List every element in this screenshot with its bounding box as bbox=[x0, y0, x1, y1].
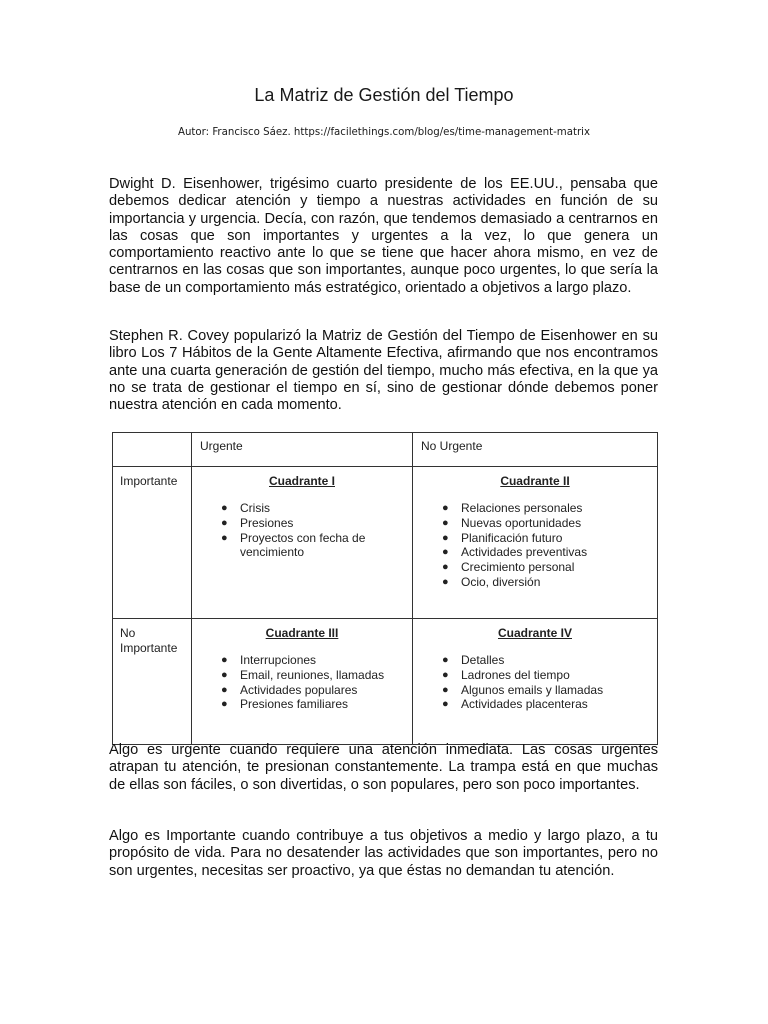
bullet-icon: ● bbox=[221, 516, 228, 529]
quadrant-title: Cuadrante II bbox=[500, 474, 570, 488]
quadrant-item bbox=[442, 682, 657, 698]
quadrant-item-label: Presiones familiares bbox=[240, 697, 349, 712]
paragraph-eisenhower: Dwight D. Eisenhower, trigésimo cuarto presidente de los EE.UU., pensaba que debemos dedicar atención y tiempo a nuestras actividades en función de su importancia y urgencia. Decía, con razón, que tendemos demasiado a centrarnos en las cosas que son importantes y urgentes a la vez, lo que genera un comportamiento reactivo ante lo que se tiene que hacer ahora mismo, en vez de centrarnos en las cosas que son importantes, aunque poco urgentes, lo que sería la base de un comportamiento más estratégico, orientado a objetivos a largo plazo. bbox=[109, 176, 658, 296]
quadrant-item bbox=[221, 667, 412, 683]
quadrant-item bbox=[442, 574, 657, 590]
quadrant-item bbox=[221, 682, 412, 698]
quadrant-list bbox=[192, 653, 412, 712]
bullet-icon: ● bbox=[442, 546, 449, 559]
matrix-header-row bbox=[113, 433, 658, 467]
row-label-no-importante: No Importante bbox=[113, 619, 192, 745]
document-title: La Matriz de Gestión del Tiempo bbox=[254, 85, 514, 105]
quadrant-item-label: Actividades preventivas bbox=[461, 545, 588, 560]
quadrant-item-label: Proyectos con fecha de vencimiento bbox=[240, 530, 366, 560]
quadrant-item-label: Actividades populares bbox=[240, 682, 358, 697]
quadrant-title: Cuadrante III bbox=[265, 626, 339, 640]
bullet-icon: ● bbox=[442, 516, 449, 529]
quadrant-list bbox=[413, 653, 657, 712]
quadrant-item bbox=[442, 653, 657, 668]
column-header-urgente: Urgente bbox=[192, 433, 413, 467]
quadrant-item bbox=[442, 515, 657, 531]
bullet-icon: ● bbox=[221, 531, 228, 544]
quadrant-item-label: Presiones bbox=[240, 515, 294, 530]
bullet-icon: ● bbox=[442, 531, 449, 544]
paragraph-urgente: Algo es urgente cuando requiere una atención inmediata. Las cosas urgentes atrapan tu atención, te presionan constantemente. La trampa está en que muchas de ellas son fáciles, o son divertidas, o son populares, pero son poco importantes. bbox=[109, 742, 658, 793]
bullet-icon: ● bbox=[442, 575, 449, 588]
author-line: Autor: Francisco Sáez. https://facilethings.com/blog/es/time-management-matrix bbox=[177, 127, 591, 138]
quadrant-item-label: Actividades placenteras bbox=[461, 697, 588, 712]
bullet-icon: ● bbox=[442, 698, 449, 711]
quadrant-3 bbox=[192, 619, 413, 745]
quadrant-item bbox=[442, 667, 657, 683]
time-management-matrix bbox=[112, 432, 658, 745]
quadrant-item-label: Relaciones personales bbox=[461, 501, 583, 515]
bullet-icon: ● bbox=[221, 654, 228, 666]
quadrant-list bbox=[192, 501, 412, 560]
bullet-icon: ● bbox=[442, 668, 449, 681]
quadrant-item bbox=[442, 501, 657, 516]
quadrant-item bbox=[221, 530, 412, 561]
bullet-icon: ● bbox=[442, 502, 449, 514]
matrix-corner-cell bbox=[113, 433, 192, 467]
quadrant-item bbox=[442, 697, 657, 712]
quadrant-item bbox=[221, 697, 412, 712]
matrix-row-no-importante bbox=[113, 619, 658, 745]
bullet-icon: ● bbox=[221, 668, 228, 681]
quadrant-item bbox=[221, 515, 412, 531]
quadrant-2 bbox=[413, 467, 658, 619]
quadrant-item bbox=[442, 560, 657, 575]
bullet-icon: ● bbox=[442, 683, 449, 696]
quadrant-item-label: Nuevas oportunidades bbox=[461, 515, 582, 530]
quadrant-item-label: Interrupciones bbox=[240, 653, 317, 667]
quadrant-item-label: Algunos emails y llamadas bbox=[461, 682, 604, 697]
quadrant-title: Cuadrante IV bbox=[497, 626, 572, 640]
quadrant-item bbox=[442, 545, 657, 560]
quadrant-item-label: Crecimiento personal bbox=[461, 560, 575, 575]
quadrant-item bbox=[221, 501, 412, 516]
row-label-importante: Importante bbox=[113, 467, 192, 619]
quadrant-item-label: Ocio, diversión bbox=[461, 574, 541, 589]
bullet-icon: ● bbox=[442, 561, 449, 574]
quadrant-title: Cuadrante I bbox=[268, 474, 335, 488]
bullet-icon: ● bbox=[221, 683, 228, 696]
matrix-row-importante bbox=[113, 467, 658, 619]
quadrant-item-label: Detalles bbox=[461, 653, 505, 667]
quadrant-1 bbox=[192, 467, 413, 619]
quadrant-list bbox=[413, 501, 657, 590]
column-header-no-urgente: No Urgente bbox=[413, 433, 658, 467]
bullet-icon: ● bbox=[442, 654, 449, 666]
quadrant-item-label: Ladrones del tiempo bbox=[461, 667, 570, 682]
paragraph-importante: Algo es Importante cuando contribuye a tus objetivos a medio y largo plazo, a tu propósito de vida. Para no desatender las actividades que son importantes, pero no son urgentes, necesitas ser proactivo, ya que éstas no demandan tu atención. bbox=[109, 828, 658, 879]
quadrant-4 bbox=[413, 619, 658, 745]
quadrant-item-label: Crisis bbox=[240, 501, 270, 515]
quadrant-item-label: Planificación futuro bbox=[461, 530, 563, 545]
quadrant-item bbox=[442, 530, 657, 546]
bullet-icon: ● bbox=[221, 502, 228, 514]
paragraph-covey: Stephen R. Covey popularizó la Matriz de Gestión del Tiempo de Eisenhower en su libro Los 7 Hábitos de la Gente Altamente Efectiva, afirmando que nos encontramos ante una cuarta generación de gestión del tiempo, mucho más efectiva, en la que ya no se trata de gestionar el tiempo en sí, sino de gestionar dónde debemos poner nuestra atención en cada momento. bbox=[109, 328, 658, 414]
quadrant-item bbox=[221, 653, 412, 668]
bullet-icon: ● bbox=[221, 698, 228, 711]
quadrant-item-label: Email, reuniones, llamadas bbox=[240, 667, 385, 682]
